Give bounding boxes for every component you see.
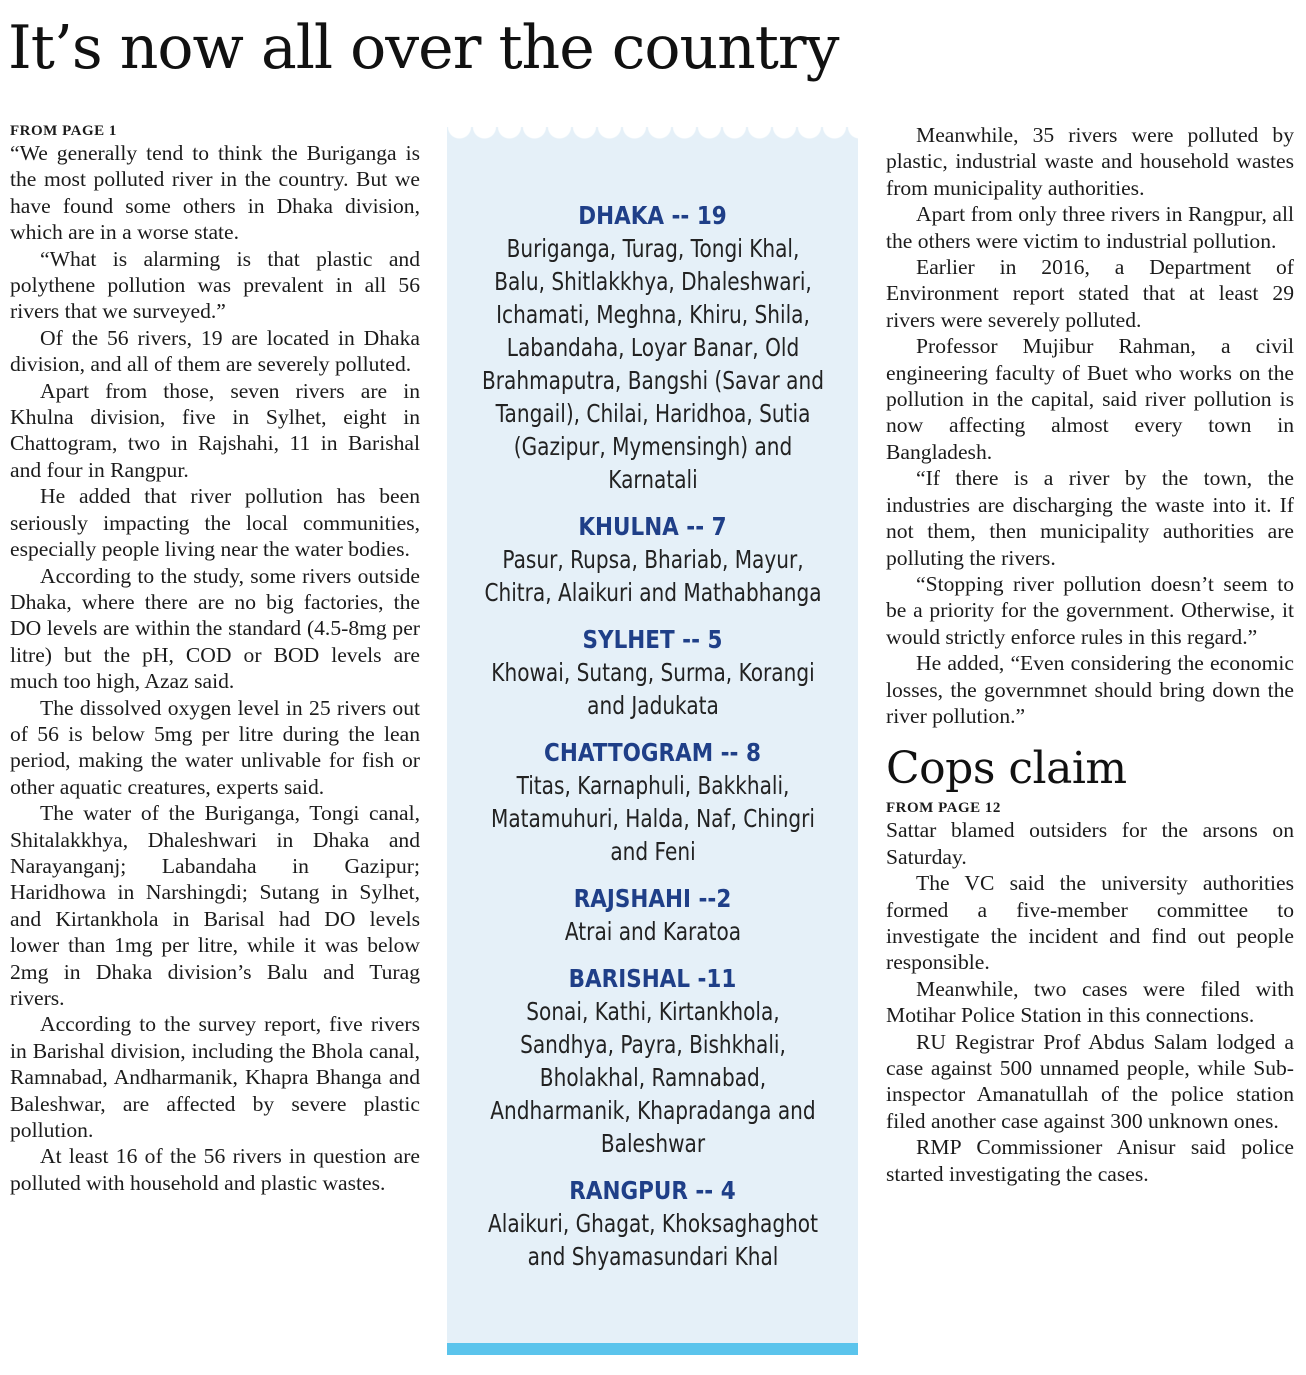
article-paragraph: RU Registrar Prof Abdus Salam lodged a case against 500 unnamed people, while Sub-inspector Amanatullah of the police station filed another case against 300 unknown ones. <box>886 1029 1294 1133</box>
river-list <box>447 199 858 1287</box>
article-paragraph: Earlier in 2016, a Department of Environment report stated that at least 29 rivers were severely polluted. <box>886 255 1294 332</box>
article-paragraph: “Stopping river pollution doesn’t seem to be a priority for the government. Otherwise, it would strictly enforce rules in this regard.” <box>886 571 1294 649</box>
region-rivers-dhaka: Buriganga, Turag, Tongi Khal, Balu, Shitlakkhya, Dhaleshwari, Ichamati, Meghna, Khiru, Shila, Labandaha, Loyar Banar, Old Brahmaputra, Bangshi (Savar and Tangail), Chilai, Haridhoa, Sutia (Gazipur, Mymensingh) and Karnatali <box>482 234 824 494</box>
article-paragraph: At least 16 of the 56 rivers in question are polluted with household and plastic wastes. <box>10 1144 420 1195</box>
article-paragraph: “What is alarming is that plastic and polythene pollution was prevalent in all 56 rivers that we surveyed.” <box>10 246 420 324</box>
region-rivers-sylhet: Khowai, Sutang, Surma, Korangi and Jadukata <box>491 658 815 720</box>
region-rivers-chattogram: Titas, Karnaphuli, Bakkhali, Matamuhuri, Halda, Naf, Chingri and Feni <box>491 771 815 866</box>
article-paragraph: Apart from only three rivers in Rangpur, all the others were victim to industrial pollution. <box>886 202 1294 253</box>
region-rivers-barishal: Sonai, Kathi, Kirtankhola, Sandhya, Payra, Bishkhali, Bholakhal, Ramnabad, Andharmanik, Khapradanga and Baleshwar <box>490 997 816 1158</box>
article-paragraph: The VC said the university authorities formed a five-member committee to investigate the incident and find out people responsible. <box>886 871 1294 975</box>
right-column <box>886 122 1294 1187</box>
article-paragraph: According to the study, some rivers outside Dhaka, where there are no big factories, the DO levels are within the standard (4.5-8mg per litre) but the pH, COD or BOD levels are much too high, Azaz said. <box>10 563 420 694</box>
article-paragraph: Meanwhile, 35 rivers were polluted by plastic, industrial waste and household wastes from municipality authorities. <box>886 123 1294 200</box>
box-bottom-bar <box>447 1343 858 1355</box>
river-list-box <box>447 127 858 1355</box>
region-heading-rajshahi: RAJSHAHI --2 <box>573 884 732 913</box>
article-paragraph: Meanwhile, two cases were filed with Motihar Police Station in this connections. <box>886 976 1294 1028</box>
region-rivers-rajshahi: Atrai and Karatoa <box>564 917 742 946</box>
article-paragraph: The dissolved oxygen level in 25 rivers out of 56 is below 5mg per litre during the lean period, making the water unlivable for fish or other aquatic creatures, experts said. <box>10 695 420 799</box>
story-headline-cops-claim: Cops claim <box>886 743 1127 795</box>
article-paragraph: RMP Commissioner Anisur said police started investigating the cases. <box>886 1135 1294 1186</box>
region-heading-barishal: BARISHAL -11 <box>568 964 737 993</box>
continuation-kicker: FROM PAGE 12 <box>886 800 1001 817</box>
article-paragraph: Of the 56 rivers, 19 are located in Dhaka division, and all of them are severely polluted. <box>10 325 420 377</box>
region-heading-chattogram: CHATTOGRAM -- 8 <box>544 738 761 767</box>
region-heading-khulna: KHULNA -- 7 <box>578 512 727 541</box>
article-paragraph: Sattar blamed outsiders for the arsons on Saturday. <box>886 818 1294 869</box>
article-paragraph: He added that river pollution has been seriously impacting the local communities, especially people living near the water bodies. <box>10 484 420 562</box>
article-paragraph: “We generally tend to think the Buriganga is the most polluted river in the country. But we have found some others in Dhaka division, which are in a worse state. <box>10 141 420 245</box>
article-paragraph: According to the survey report, five rivers in Barishal division, including the Bhola canal, Ramnabad, Andharmanik, Khapra Bhanga and Baleshwar, are affected by severe plastic pollution. <box>10 1012 420 1143</box>
region-rivers-rangpur: Alaikuri, Ghagat, Khoksaghaghot and Shyamasundari Khal <box>488 1209 818 1271</box>
article-paragraph: The water of the Buriganga, Tongi canal, Shitalakkhya, Dhaleshwari in Dhaka and Narayanganj; Labandaha in Gazipur; Haridhowa in Narshingdi; Sutang in Sylhet, and Kirtankhola in Barisal had DO levels lower than 1mg per litre, while it was below 2mg in Dhaka division’s Balu and Turag rivers. <box>10 801 420 1010</box>
article-paragraph: Apart from those, seven rivers are in Khulna division, five in Sylhet, eight in Chattogram, two in Rajshahi, 11 in Barishal and four in Rangpur. <box>10 378 420 482</box>
page-headline: It’s now all over the country <box>8 13 839 83</box>
left-column <box>10 122 420 1196</box>
article-paragraph: Professor Mujibur Rahman, a civil engineering faculty of Buet who works on the pollution in the capital, said river pollution is now affecting almost every town in Bangladesh. <box>886 334 1294 464</box>
region-heading-dhaka: DHAKA -- 19 <box>578 201 727 230</box>
region-heading-sylhet: SYLHET -- 5 <box>582 625 723 654</box>
region-rivers-khulna: Pasur, Rupsa, Bhariab, Mayur, Chitra, Alaikuri and Mathabhanga <box>484 545 822 607</box>
region-heading-rangpur: RANGPUR -- 4 <box>569 1176 736 1205</box>
continuation-kicker: FROM PAGE 1 <box>10 123 117 139</box>
article-paragraph: He added, “Even considering the economic losses, the governmnet should bring down the river pollution.” <box>886 651 1294 728</box>
article-paragraph: “If there is a river by the town, the industries are discharging the waste into it. If not them, then municipality authorities are polluting the rivers. <box>886 466 1294 570</box>
scalloped-top-edge <box>447 127 858 161</box>
